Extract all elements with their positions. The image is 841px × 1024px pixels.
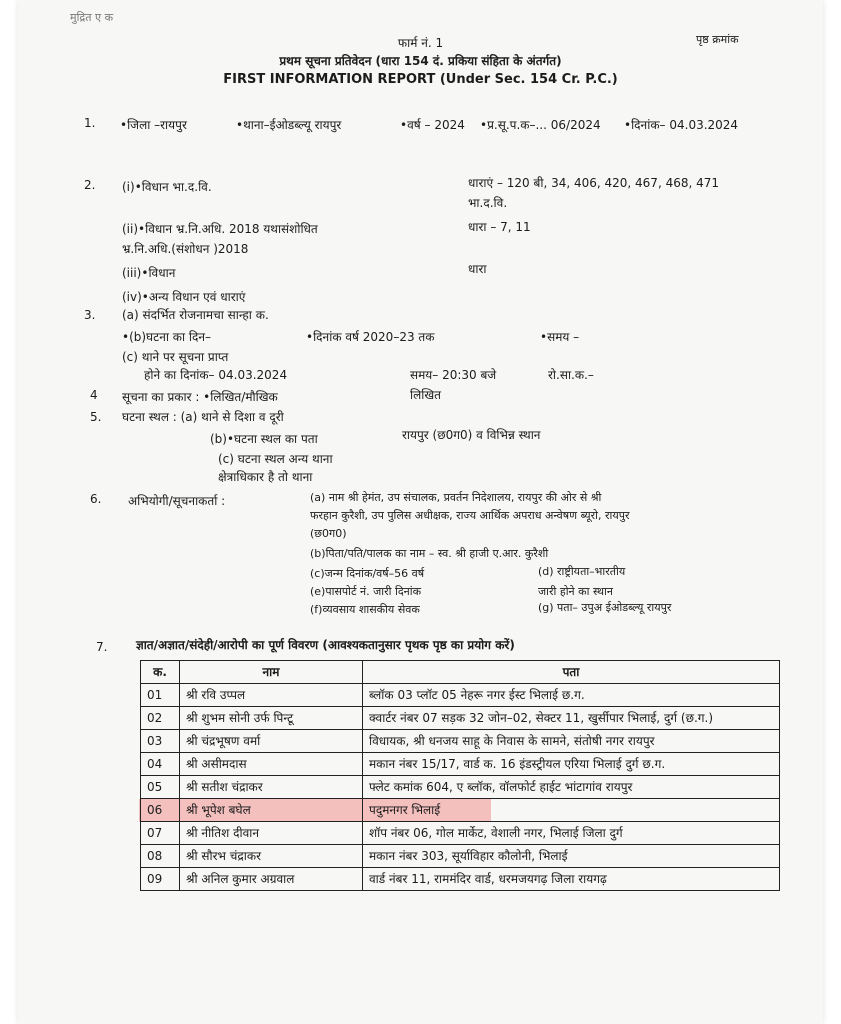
place-direction: घटना स्थल : (a) थाने से दिशा व दूरी [122, 410, 284, 424]
place-address: रायपुर (छ0ग0) व विभिन्न स्थान [402, 428, 541, 442]
law-2-cont: भ्र.नि.अधि.(संशोधन )2018 [122, 242, 249, 256]
info-received-date: होने का दिनांक– 04.03.2024 [144, 368, 288, 382]
police-station: •थाना–ईओडब्ल्यू रायपुर [236, 118, 342, 132]
table-row [141, 845, 780, 868]
row-serial: 09 [141, 868, 180, 891]
law-1-sections-cont: भा.द.वि. [468, 196, 508, 210]
law-2: (ii)•विधान भ्र.नि.अधि. 2018 यथासंशोधित [122, 222, 318, 236]
row-address: क्वार्टर नंबर 07 सड़क 32 जोन–02, सेक्टर 11, खुर्सीपार भिलाई, दुर्ग (छ.ग.) [363, 707, 780, 730]
complainant-name-cont: फरहान कुरैशी, उप पुलिस अधीक्षक, राज्य आर्थिक अपराध अन्वेषण ब्यूरो, रायपुर [310, 509, 630, 522]
complainant-age: (c)जन्म दिनांक/वर्ष–56 वर्ष [310, 567, 425, 580]
complainant-address: (g) पता– उपुअ ईओडब्ल्यू रायपुर [538, 601, 672, 614]
section-7-number: 7. [96, 640, 108, 654]
row-address: वार्ड नंबर 11, राममंदिर वार्ड, धरमजयगढ़ जिला रायगढ़ [363, 868, 780, 891]
title-hindi: प्रथम सूचना प्रतिवेदन (धारा 154 दं. प्रकिया संहिता के अंतर्गत) [279, 54, 562, 68]
table-row [141, 707, 780, 730]
row-serial: 03 [141, 730, 180, 753]
section-3-number: 3. [84, 308, 96, 322]
law-1-sections: धाराएं – 120 बी, 34, 406, 420, 467, 468, 471 [468, 176, 720, 190]
row-name: श्री असीमदास [180, 753, 363, 776]
row-address: मकान नंबर 15/17, वार्ड क. 16 इंडस्ट्रीयल एरिया भिलाई दुर्ग छ.ग. [363, 753, 780, 776]
row-address: फ्लेट कमांक 604, ए ब्लॉक, वॉलफोर्ट हाईट भांटागांव रायपुर [363, 776, 780, 799]
form-number: फार्म नं. 1 [397, 36, 444, 50]
table-row [141, 753, 780, 776]
law-2-sections: धारा – 7, 11 [468, 220, 531, 234]
section-1-number: 1. [84, 116, 96, 130]
row-address: विधायक, श्री धनजय साहू के निवास के सामने, संतोषी नगर रायपुर [363, 730, 780, 753]
row-address: पदुमनगर भिलाई [363, 799, 780, 822]
info-received: (c) थाने पर सूचना प्राप्त [122, 350, 229, 364]
info-type-value: लिखित [410, 388, 442, 402]
info-received-time: समय– 20:30 बजे [410, 368, 497, 382]
row-serial: 05 [141, 776, 180, 799]
section-2-number: 2. [84, 178, 96, 192]
fir-number: •प्र.सू.प.क–... 06/2024 [480, 118, 601, 132]
page-number-label: पृष्ठ क्रमांक [696, 33, 739, 46]
incident-day: •(b)घटना का दिन– [122, 330, 212, 344]
complainant-passport: (e)पासपोर्ट नं. जारी दिनांक [310, 585, 422, 598]
incident-time: •समय – [540, 330, 580, 344]
row-name: श्री सौरभ चंद्राकर [180, 845, 363, 868]
column-header-serial: क. [141, 661, 180, 684]
law-3: (iii)•विधान [122, 266, 176, 280]
other-station-cont: क्षेत्राधिकार है तो थाना [218, 470, 313, 484]
row-name: श्री रवि उप्पल [180, 684, 363, 707]
row-serial: 06 [141, 799, 180, 822]
row-name: श्री चंद्रभूषण वर्मा [180, 730, 363, 753]
row-address: ब्लॉक 03 प्लॉट 05 नेहरू नगर ईस्ट भिलाई छ.ग. [363, 684, 780, 707]
district: •जिला –रायपुर [120, 118, 187, 132]
complainant-name-cont2: (छ0ग0) [310, 527, 347, 540]
table-row [141, 776, 780, 799]
row-address: मकान नंबर 303, सूर्याविहार कौलोनी, भिलाई [363, 845, 780, 868]
complainant-label: अभियोगी/सूचनाकर्ता : [128, 494, 226, 508]
law-3-sections: धारा [468, 262, 487, 276]
row-serial: 08 [141, 845, 180, 868]
row-name: श्री शुभम सोनी उर्फ पिन्टू [180, 707, 363, 730]
year: •वर्ष – 2024 [400, 118, 465, 132]
row-name: श्री नीतिश दीवान [180, 822, 363, 845]
top-left-note: मुद्रित ए क [70, 11, 114, 24]
roznamcha-no: रो.सा.क.– [548, 368, 594, 382]
table-row [141, 822, 780, 845]
table-header-row [141, 661, 780, 684]
table-row-highlighted [141, 799, 780, 822]
row-serial: 02 [141, 707, 180, 730]
section-4-number: 4 [90, 388, 98, 402]
incident-date: •दिनांक वर्ष 2020–23 तक [306, 330, 435, 344]
other-laws: (iv)•अन्य विधान एवं धाराएं [122, 290, 246, 304]
accused-table-title: ज्ञात/अज्ञात/संदेही/आरोपी का पूर्ण विवरण (आवश्यकतानुसार पृथक पृष्ठ का प्रयोग करें) [136, 638, 515, 652]
place-address-label: (b)•घटना स्थल का पता [210, 432, 318, 446]
complainant-nationality: (d) राष्ट्रीयता–भारतीय [538, 565, 626, 578]
row-name: श्री अनिल कुमार अग्रवाल [180, 868, 363, 891]
diary-ref: (a) संदर्भित रोजनामचा सान्हा क. [122, 308, 269, 322]
info-type: सूचना का प्रकार : •लिखित/मौखिक [122, 390, 278, 404]
section-5-number: 5. [90, 410, 102, 424]
row-serial: 01 [141, 684, 180, 707]
row-name: श्री भूपेश बघेल [180, 799, 363, 822]
complainant-father: (b)पिता/पति/पालक का नाम – स्व. श्री हाजी ए.आर. कुरैशी [310, 547, 549, 560]
row-serial: 07 [141, 822, 180, 845]
accused-table [140, 660, 780, 891]
passport-issue-place: जारी होने का स्थान [538, 585, 613, 598]
other-station: (c) घटना स्थल अन्य थाना [218, 452, 333, 466]
column-header-address: पता [363, 661, 780, 684]
document-page [18, 0, 823, 1024]
row-serial: 04 [141, 753, 180, 776]
section-6-number: 6. [90, 492, 102, 506]
law-1: (i)•विधान भा.द.वि. [122, 180, 212, 194]
column-header-name: नाम [180, 661, 363, 684]
complainant-occupation: (f)व्यवसाय शासकीय सेवक [310, 603, 420, 616]
table-row [141, 868, 780, 891]
title-english: FIRST INFORMATION REPORT (Under Sec. 154 Cr. P.C.) [223, 72, 618, 87]
row-name: श्री सतीश चंद्राकर [180, 776, 363, 799]
row-address: शॉप नंबर 06, गोल मार्केट, वेशाली नगर, भिलाई जिला दुर्ग [363, 822, 780, 845]
table-row [141, 730, 780, 753]
fir-date: •दिनांक– 04.03.2024 [624, 118, 739, 132]
complainant-name: (a) नाम श्री हेमंत, उप संचालक, प्रवर्तन निदेशालय, रायपुर की ओर से श्री [310, 491, 602, 504]
table-row [141, 684, 780, 707]
